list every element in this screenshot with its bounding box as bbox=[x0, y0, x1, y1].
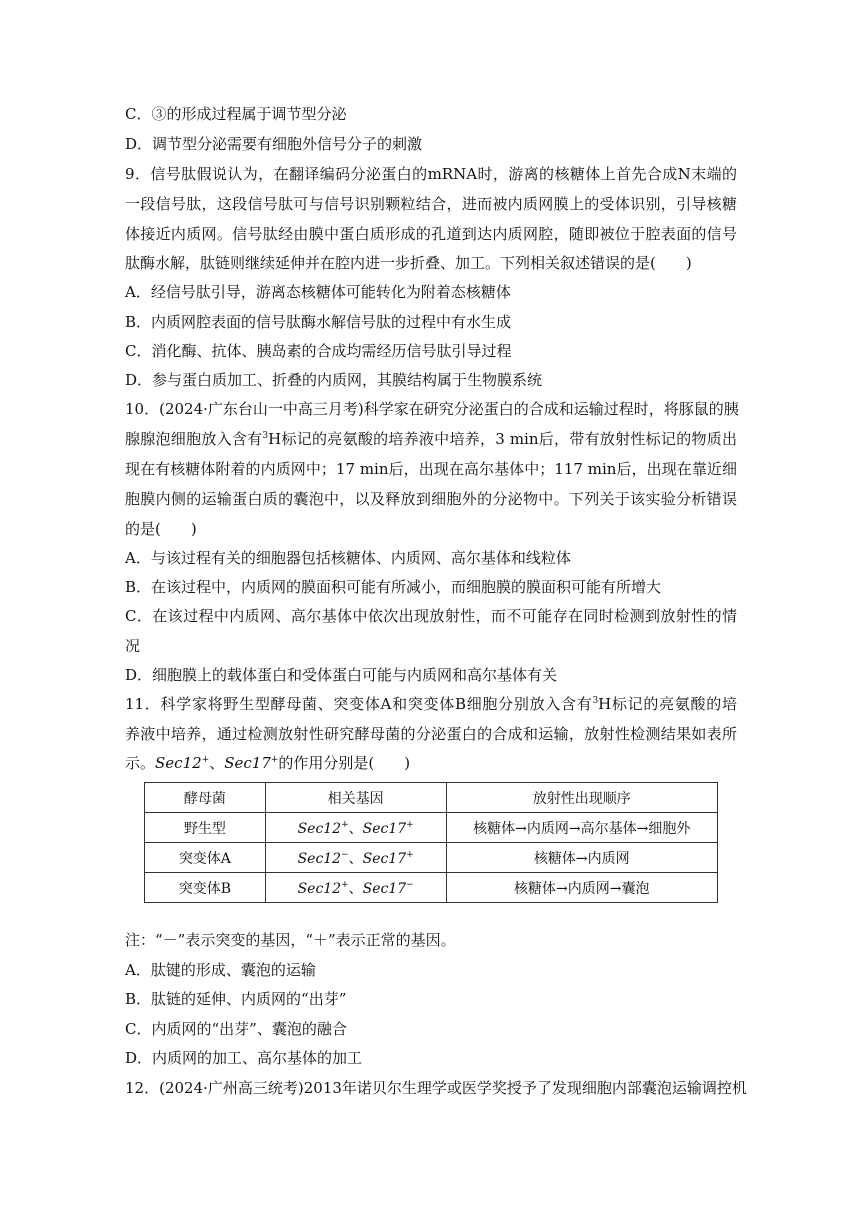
gene-cell: Sec12+、Sec17+ bbox=[265, 813, 446, 843]
q11-stem-line-2: 养液中培养，通过检测放射性研究酵母菌的分泌蛋白的合成和运输，放射性检测结果如表所 bbox=[125, 725, 737, 743]
strain-cell: 野生型 bbox=[145, 813, 266, 843]
q10-option-c-line-2: 况 bbox=[125, 637, 141, 655]
superscript-3: 3 bbox=[262, 431, 269, 441]
q9-option-c: C．消化酶、抗体、胰岛素的合成均需经历信号肽引导过程 bbox=[125, 342, 512, 360]
superscript-3: 3 bbox=[592, 696, 599, 706]
strain-cell: 突变体A bbox=[145, 843, 266, 873]
q9-stem-line-1: 9．信号肽假说认为，在翻译编码分泌蛋白的mRNA时，游离的核糖体上首先合成N末端的 bbox=[125, 165, 737, 183]
q11-stem-line-3: 示。Sec12+、Sec17+的作用分别是( ) bbox=[125, 754, 411, 772]
q11-option-b: B．肽链的延伸、内质网的“出芽” bbox=[125, 990, 347, 1008]
q10-stem-line-5: 的是( ) bbox=[125, 520, 197, 538]
q10-option-c-line-1: C．在该过程中内质网、高尔基体中依次出现放射性，而不可能存在同时检测到放射性的情 bbox=[125, 607, 737, 625]
q9-stem-line-2: 一段信号肽，这段信号肽可与信号识别颗粒结合，进而被内质网膜上的受体识别，引导核糖 bbox=[125, 195, 737, 213]
q9-option-d: D．参与蛋白质加工、折叠的内质网，其膜结构属于生物膜系统 bbox=[125, 371, 543, 389]
table-note: 注：“－”表示突变的基因，“＋”表示正常的基因。 bbox=[125, 931, 456, 949]
results-table bbox=[144, 782, 718, 903]
q11-stem-line-1: 11．科学家将野生型酵母菌、突变体A和突变体B细胞分别放入含有$^3$H标记的亮氨酸的培 bbox=[125, 695, 737, 713]
q10-stem-line-3: 现在有核糖体附着的内质网中；17 min后，出现在高尔基体中；117 min后，出现在靠近细 bbox=[125, 460, 737, 478]
q12-stem-line-1: 12．(2024·广州高三统考)2013年诺贝尔生理学或医学奖授予了发现细胞内部囊泡运输调控机 bbox=[125, 1079, 747, 1097]
q9-stem-line-4: 肽酶水解，肽链则继续延伸并在腔内进一步折叠、加工。下列相关叙述错误的是( ) bbox=[125, 254, 692, 272]
q9-option-b: B．内质网腔表面的信号肽酶水解信号肽的过程中有水生成 bbox=[125, 313, 512, 331]
q9-option-a: A．经信号肽引导，游离态核糖体可能转化为附着态核糖体 bbox=[125, 283, 511, 301]
q10-stem-line-2: 腺腺泡细胞放入含有$^3$H标记的亮氨酸的培养液中培养，3 min后，带有放射性标记的物质出 bbox=[125, 430, 737, 448]
q10-option-d: D．细胞膜上的载体蛋白和受体蛋白可能与内质网和高尔基体有关 bbox=[125, 666, 558, 684]
q11-option-a: A．肽键的形成、囊泡的运输 bbox=[125, 961, 316, 979]
q8-option-c: C．③的形成过程属于调节型分泌 bbox=[125, 105, 347, 123]
table-row bbox=[145, 873, 718, 903]
q8-option-d: D．调节型分泌需要有细胞外信号分子的刺激 bbox=[125, 135, 423, 153]
table-header-cell: 酵母菌 bbox=[145, 783, 266, 813]
q9-stem-line-3: 体接近内质网。信号肽经由膜中蛋白质形成的孔道到达内质网腔，随即被位于腔表面的信号 bbox=[125, 225, 737, 243]
q11-option-d: D．内质网的加工、高尔基体的加工 bbox=[125, 1049, 363, 1067]
q11-option-c: C．内质网的“出芽”、囊泡的融合 bbox=[125, 1020, 347, 1038]
q10-option-a: A．与该过程有关的细胞器包括核糖体、内质网、高尔基体和线粒体 bbox=[125, 549, 571, 567]
strain-cell: 突变体B bbox=[145, 873, 266, 903]
table-header-cell: 相关基因 bbox=[265, 783, 446, 813]
table-header-row bbox=[145, 783, 718, 813]
q10-stem-line-1: 10．(2024·广东台山一中高三月考)科学家在研究分泌蛋白的合成和运输过程时，将豚鼠的胰 bbox=[125, 400, 739, 418]
q10-option-b: B．在该过程中，内质网的膜面积可能有所减小，而细胞膜的膜面积可能有所增大 bbox=[125, 578, 662, 596]
q10-stem-line-4: 胞膜内侧的运输蛋白质的囊泡中，以及释放到细胞外的分泌物中。下列关于该实验分析错误 bbox=[125, 490, 737, 508]
order-cell: 核糖体→内质网 bbox=[446, 843, 717, 873]
table-header-cell: 放射性出现顺序 bbox=[446, 783, 717, 813]
table-row bbox=[145, 843, 718, 873]
order-cell: 核糖体→内质网→囊泡 bbox=[446, 873, 717, 903]
gene-cell: Sec12−、Sec17+ bbox=[265, 843, 446, 873]
gene-cell: Sec12+、Sec17− bbox=[265, 873, 446, 903]
table-row bbox=[145, 813, 718, 843]
order-cell: 核糖体→内质网→高尔基体→细胞外 bbox=[446, 813, 717, 843]
